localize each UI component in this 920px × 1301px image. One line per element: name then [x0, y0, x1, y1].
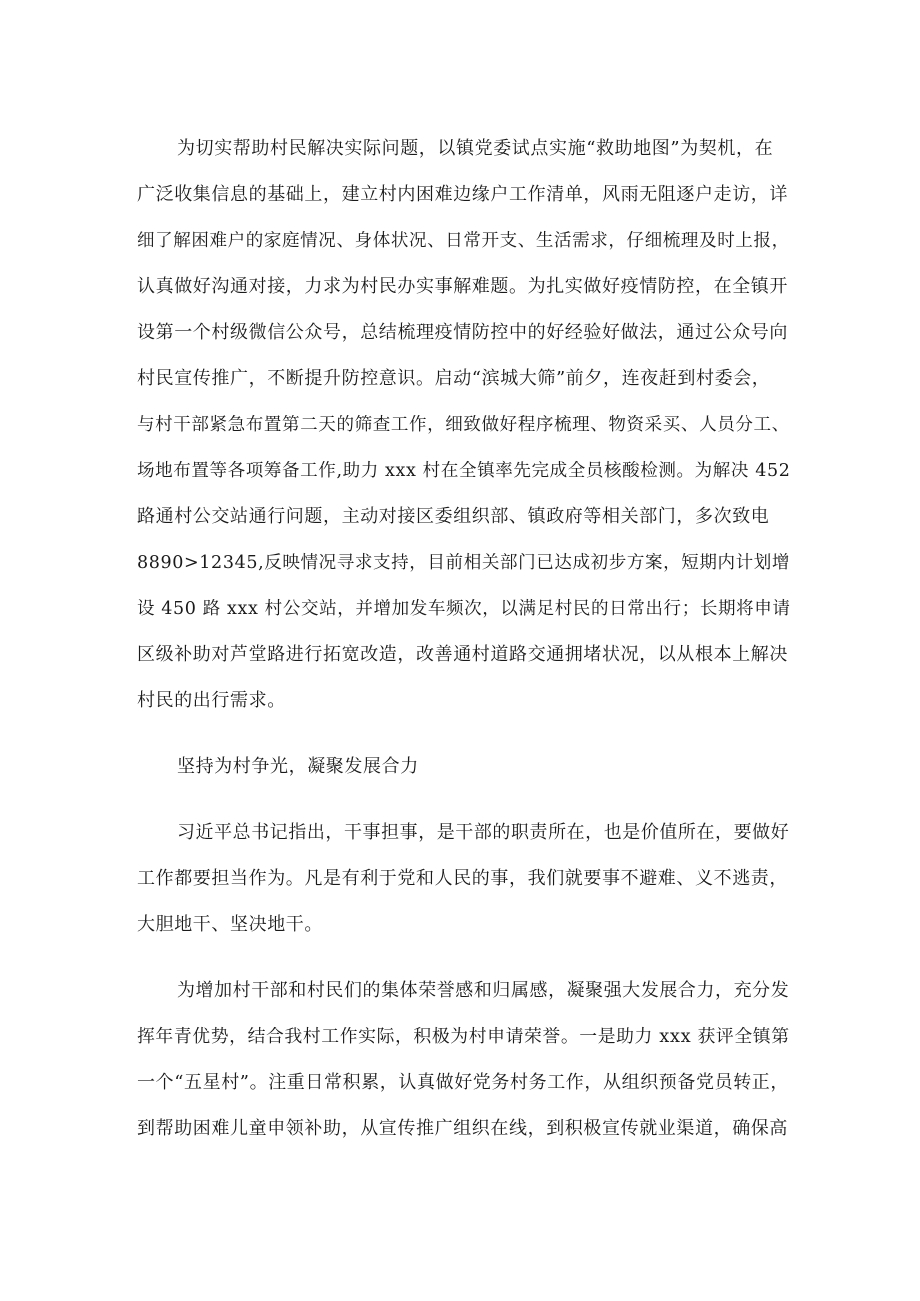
paragraph-2-line: 习近平总书记指出，干事担事，是干部的职责所在，也是价值所在，要做好 [177, 822, 790, 843]
paragraph-1-line: 为切实帮助村民解决实际问题，以镇党委试点实施“救助地图”为契机，在 [177, 138, 774, 159]
section-heading: 坚持为村争光，凝聚发展合力 [177, 756, 419, 777]
paragraph-2-line: 大胆地干、坚决地干。 [137, 914, 323, 935]
paragraph-2-line: 工作都要担当作为。凡是有利于党和人民的事，我们就要事不避难、义不逃责， [137, 868, 788, 889]
paragraph-1-line: 广泛收集信息的基础上，建立村内困难边缘户工作清单，风雨无阻逐户走访，详 [137, 184, 788, 205]
paragraph-1-line: 村民的出行需求。 [137, 690, 286, 711]
paragraph-3-line: 一个“五星村”。注重日常积累，认真做好党务村务工作，从组织预备党员转正， [137, 1072, 790, 1093]
paragraph-1-line: 场地布置等各项筹备工作,助力 xxx 村在全镇率先完成全员核酸检测。为解决 452 [137, 461, 791, 481]
paragraph-1-line: 设 450 路 xxx 村公交站，并增加发车频次，以满足村民的日常出行；长期将申请 [137, 599, 791, 619]
paragraph-1-line: 认真做好沟通对接，力求为村民办实事解难题。为扎实做好疫情防控，在全镇开 [137, 276, 788, 297]
paragraph-3-line: 为增加村干部和村民们的集体荣誉感和归属感，凝聚强大发展合力，充分发 [177, 980, 790, 1001]
paragraph-1-line: 路通村公交站通行问题，主动对接区委组织部、镇政府等相关部门，多次致电 [137, 506, 770, 527]
paragraph-1-line: 与村干部紧急布置第二天的筛查工作，细致做好程序梳理、物资采买、人员分工、 [137, 415, 790, 435]
paragraph-1-line: 细了解困难户的家庭情况、身体状况、日常开支、生活需求，仔细梳理及时上报， [137, 231, 790, 251]
paragraph-1-line: 设第一个村级微信公众号，总结梳理疫情防控中的好经验好做法，通过公众号向 [137, 322, 788, 343]
paragraph-1-line: 区级补助对芦堂路进行拓宽改造，改善通村道路交通拥堵状况，以从根本上解决 [137, 644, 788, 665]
paragraph-3-line: 到帮助困难儿童申领补助，从宣传推广组织在线，到积极宣传就业渠道，确保高 [137, 1118, 788, 1139]
paragraph-1-line: 村民宣传推广，不断提升防控意识。启动“滨城大筛”前夕，连夜赶到村委会， [137, 368, 771, 389]
paragraph-1-line: 8890>12345,反映情况寻求支持，目前相关部门已达成初步方案，短期内计划增 [137, 553, 791, 573]
paragraph-3-line: 挥年青优势，结合我村工作实际，积极为村申请荣誉。一是助力 xxx 获评全镇第 [137, 1026, 790, 1047]
